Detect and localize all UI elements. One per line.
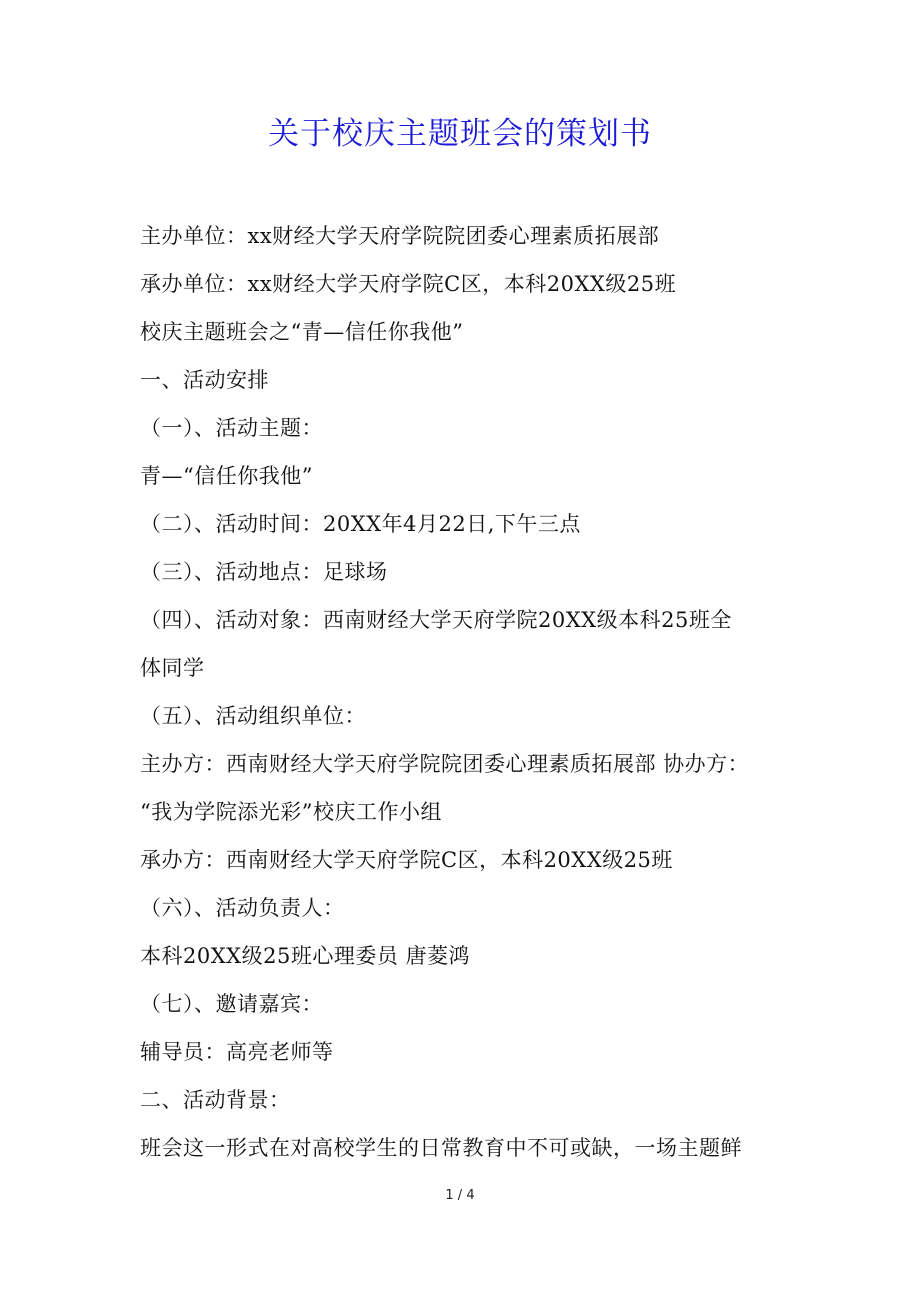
subsection-heading: （四）、活动对象：西南财经大学天府学院20XX级本科25班全 — [140, 608, 732, 632]
paragraph-line: 主办单位：xx财经大学天府学院院团委心理素质拓展部 — [140, 224, 660, 248]
paragraph-line: 体同学 — [140, 656, 205, 680]
section-heading: 一、活动安排 — [140, 368, 269, 392]
subsection-heading: （五）、活动组织单位： — [140, 704, 366, 728]
paragraph-line: 主办方：西南财经大学天府学院院团委心理素质拓展部 协办方： — [140, 752, 750, 776]
page-number: 1 / 4 — [445, 1188, 475, 1203]
paragraph-line: 承办单位：xx财经大学天府学院C区，本科20XX级25班 — [140, 272, 677, 296]
paragraph-line: 本科20XX级25班心理委员 唐菱鸿 — [140, 944, 471, 968]
subsection-heading: （三）、活动地点：足球场 — [140, 560, 388, 584]
section-heading: 二、活动背景： — [140, 1088, 291, 1112]
paragraph-line: 辅导员：高亮老师等 — [140, 1040, 334, 1064]
document-title: 关于校庆主题班会的策划书 — [268, 116, 652, 152]
paragraph-line: 班会这一形式在对高校学生的日常教育中不可或缺，一场主题鲜 — [140, 1136, 742, 1160]
document-body — [140, 212, 800, 1172]
subsection-heading: （一）、活动主题： — [140, 416, 323, 440]
paragraph-line: “我为学院添光彩”校庆工作小组 — [140, 800, 442, 824]
subsection-heading: （二）、活动时间：20XX年4月22日,下午三点 — [140, 512, 581, 536]
subsection-heading: （七）、邀请嘉宾： — [140, 992, 323, 1016]
paragraph-line: 校庆主题班会之“青—信任你我他” — [140, 320, 464, 344]
paragraph-line: 承办方：西南财经大学天府学院C区，本科20XX级25班 — [140, 848, 673, 872]
subsection-heading: （六）、活动负责人： — [140, 896, 345, 920]
paragraph-line: 青—“信任你我他” — [140, 464, 313, 488]
